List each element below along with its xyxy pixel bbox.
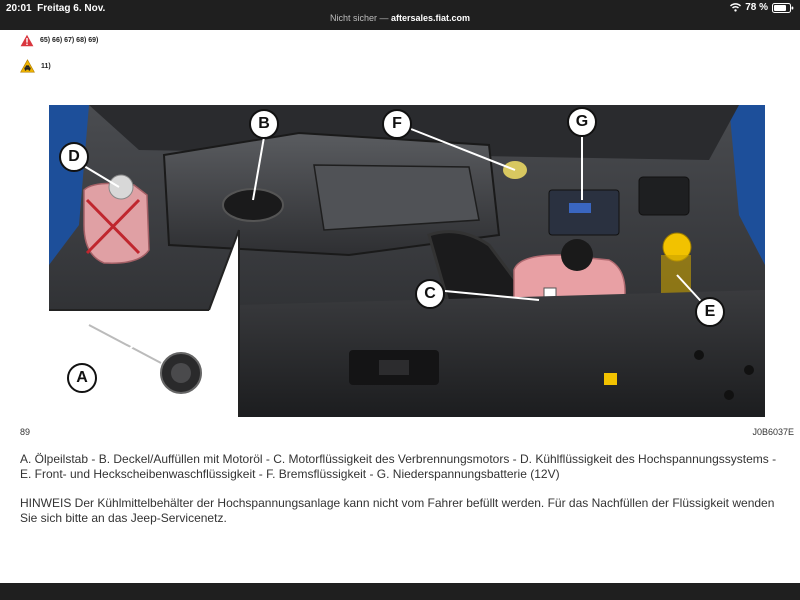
bottom-toolbar — [0, 583, 800, 600]
clock-time: 20:01 — [6, 3, 32, 14]
wifi-icon — [730, 3, 741, 12]
url-bar[interactable] — [0, 13, 800, 23]
caution-refs: 11) — [41, 62, 51, 70]
url-separator: — — [376, 13, 391, 23]
battery-icon — [772, 3, 794, 13]
callout-b: B — [249, 109, 279, 139]
oil-filler-cap — [223, 189, 283, 221]
callout-e: E — [695, 297, 725, 327]
security-label: Nicht sicher — [329, 13, 377, 23]
danger-triangle-icon — [20, 34, 34, 47]
car-caution-icon — [20, 59, 35, 73]
callout-d: D — [59, 142, 89, 172]
callout-g: G — [567, 107, 597, 137]
hinweis-note: HINWEIS Der Kühlmittelbehälter der Hochspannungsanlage kann nicht vom Fahrer befüllt werden. Für das Nachfüllen der Flüssigkeit wenden Sie sich bitte an das Jeep-Servicenetz. — [20, 496, 775, 525]
url-host: aftersales.fiat.com — [390, 13, 471, 23]
status-indicators — [730, 2, 794, 13]
figure-legend: A. Ölpeilstab - B. Deckel/Auffüllen mit Motoröl - C. Motorflüssigkeit des Verbrennungsmotors - D. Kühlflüssigkeit des Hochspannungssystems - E. Front- und Heckscheibenwaschflüssigkeit - F. Bremsflüssigkeit - G. Niederspannungsbatterie (12V) — [20, 452, 777, 481]
callout-c: C — [415, 279, 445, 309]
battery-percentage: 78 % — [745, 2, 768, 13]
danger-warning-row — [20, 34, 98, 47]
clock-date: Freitag 6. Nov. — [37, 3, 106, 14]
front-panel — [239, 290, 765, 417]
engine-bay-figure — [49, 105, 765, 417]
figure-number: 89 — [20, 427, 31, 437]
callout-f: F — [382, 109, 412, 139]
callout-a: A — [67, 363, 97, 393]
status-bar — [0, 0, 800, 30]
engine-bay-illustration — [49, 105, 765, 417]
figure-code: J0B6037E — [752, 427, 794, 437]
danger-refs: 65) 66) 67) 68) 69) — [40, 37, 99, 44]
caution-warning-row — [20, 59, 51, 73]
